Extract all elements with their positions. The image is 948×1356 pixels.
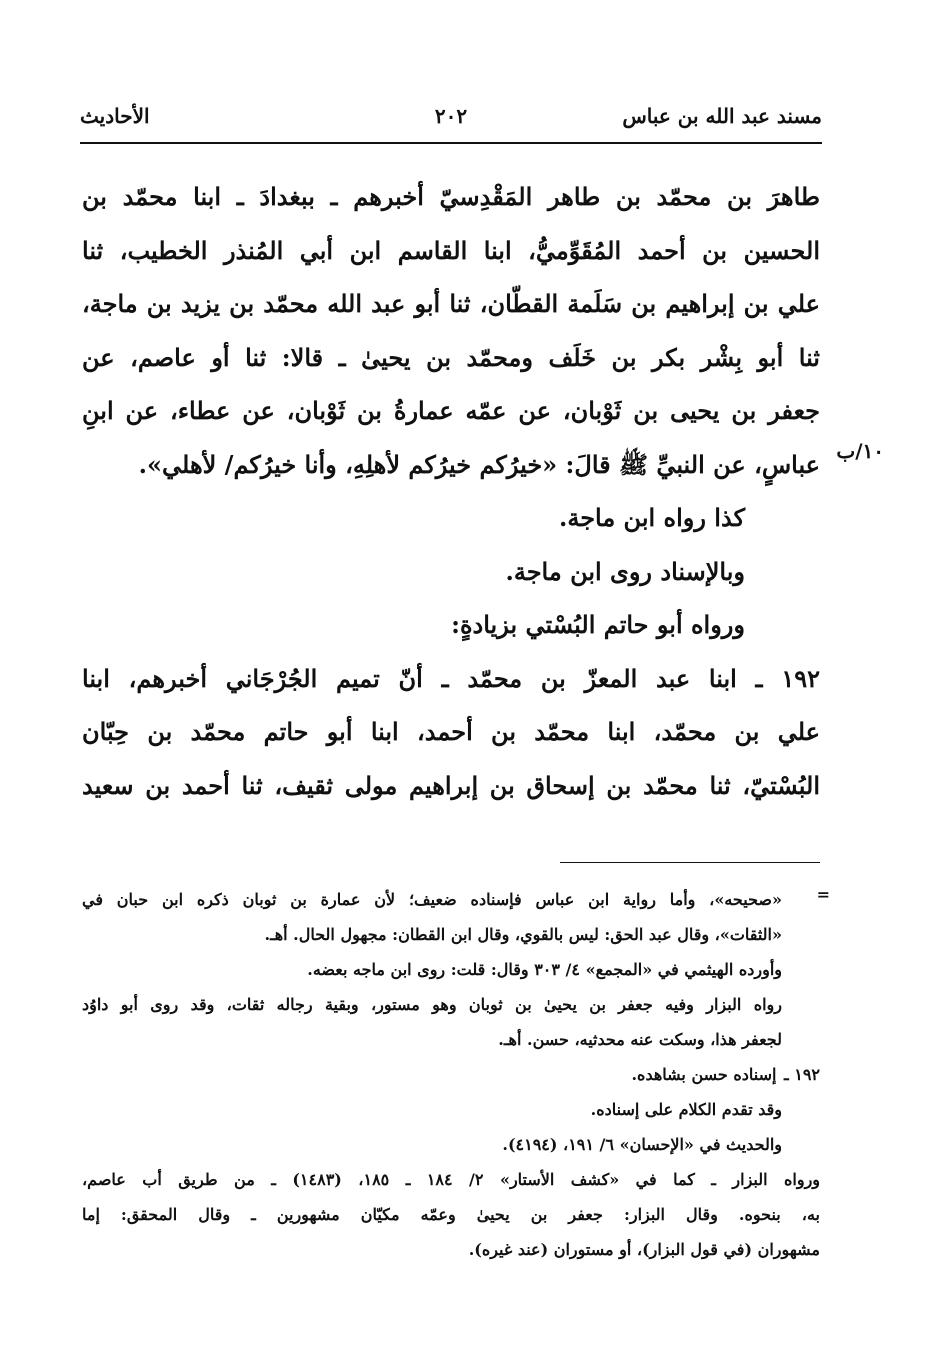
footnote-line: رواه البزار وفيه جعفر بن يحيىٰ بن ثوبان وهو مستور، وبقية رجاله ثقات، وقد روى أبو داوُد [82,995,782,1014]
text-line: وبالإسناد روى ابن ماجة. [505,556,745,586]
footnote-text: إسناده حسن بشاهده. [631,1065,777,1084]
book-title: مسند عبد الله بن عباس [622,104,822,128]
footnote-line: مشهوران (في قول البزار)، أو مستوران (عند غيره). [468,1240,820,1259]
footnote-line: «صحيحه»، وأما رواية ابن عباس فإسناده ضعيف؛ لأن عمارة بن ثوبان ذكره ابن حبان في [82,890,782,909]
footnotes [82,882,820,1267]
footnote-line: به، بنحوه. وقال البزار: جعفر بن يحيىٰ وعمّه مكيّان مشهورين ـ وقال المحقق: إما [82,1205,820,1224]
text-line: كذا رواه ابن ماجة. [558,503,745,532]
hadith-192-heading-line: ١٩٢ ـ ابنا عبد المعزّ بن محمّد ـ أنّ تميم الجُرْجَاني أخبرهم، ابنا [82,663,820,693]
running-header [80,100,822,140]
footnote-separator [560,862,820,863]
text-line: البُسْتيّ، ثنا محمّد بن إسحاق بن إبراهيم مولى ثقيف، ثنا أحمد بن سعيد [82,770,820,800]
footnote-line: وأورده الهيثمي في «المجمع» ٤/ ٣٠٣ وقال: قلت: روى ابن ماجه بعضه. [307,960,782,979]
footnote-line: وقد تقدم الكلام على إسناده. [590,1100,782,1119]
footnote-line: «الثقات»، وقال عبد الحق: ليس بالقوي، وقال ابن القطان: مجهول الحال. أهـ. [264,925,782,944]
footnote-line: ورواه البزار ـ كما في «كشف الأستار» ٢/ ١٨٤ ـ ١٨٥، (١٤٨٣) ـ من طريق أب عاصم، [82,1170,820,1189]
text-line: طاهرَ بن محمّد بن طاهر المَقْدِسيّ أخبرهم ـ ببغدادَ ـ ابنا محمّد بن [82,182,820,211]
margin-folio-note: ١٠/ب [836,439,884,463]
footnote-continuation-marker: = [816,885,830,904]
footnote-line: والحديث في «الإحسان» ٦/ ١٩١، (٤١٩٤). [502,1135,782,1154]
text-line: الحسين بن أحمد المُقَوِّميُّ، ابنا القاسم ابن أبي المُنذر الخطيب، ثنا [82,235,820,265]
text-line: ثنا أبو بِشْر بكر بن خَلَف ومحمّد بن يحيىٰ ـ قالا: ثنا أو عاصم، عن [82,342,820,372]
main-text [82,170,820,812]
footnote-line: لجعفر هذا، وسكت عنه محدثيه، حسن. أهـ. [498,1030,782,1049]
text-line: عباسٍ، عن النبيِّ ﷺ قالَ: «خيرُكم خيرُكم لأهلِهِ، وأنا خيرُكم/ لأهلي». [138,449,820,479]
text-line: ورواه أبو حاتم البُسْتي بزيادةٍ: [451,610,745,639]
footnote-number: ١٩٢ ـ [783,1065,820,1084]
section-title: الأحاديث [80,104,150,128]
header-rule [80,142,822,144]
text-line: علي بن إبراهيم بن سَلَمة القطّان، ثنا أبو عبد الله محمّد بن يزيد بن ماجة، [82,289,820,318]
footnote-192-line [82,1057,820,1092]
text-line: جعفر بن يحيى بن ثَوْبان، عن عمّه عمارةُ بن ثَوْبان، عن عطاء، عن ابنِ [82,396,820,425]
text-line: علي بن محمّد، ابنا محمّد بن أحمد، ابنا أبو حاتم محمّد بن حِبّان [82,717,820,746]
page-number: ٢٠٢ [434,104,468,128]
